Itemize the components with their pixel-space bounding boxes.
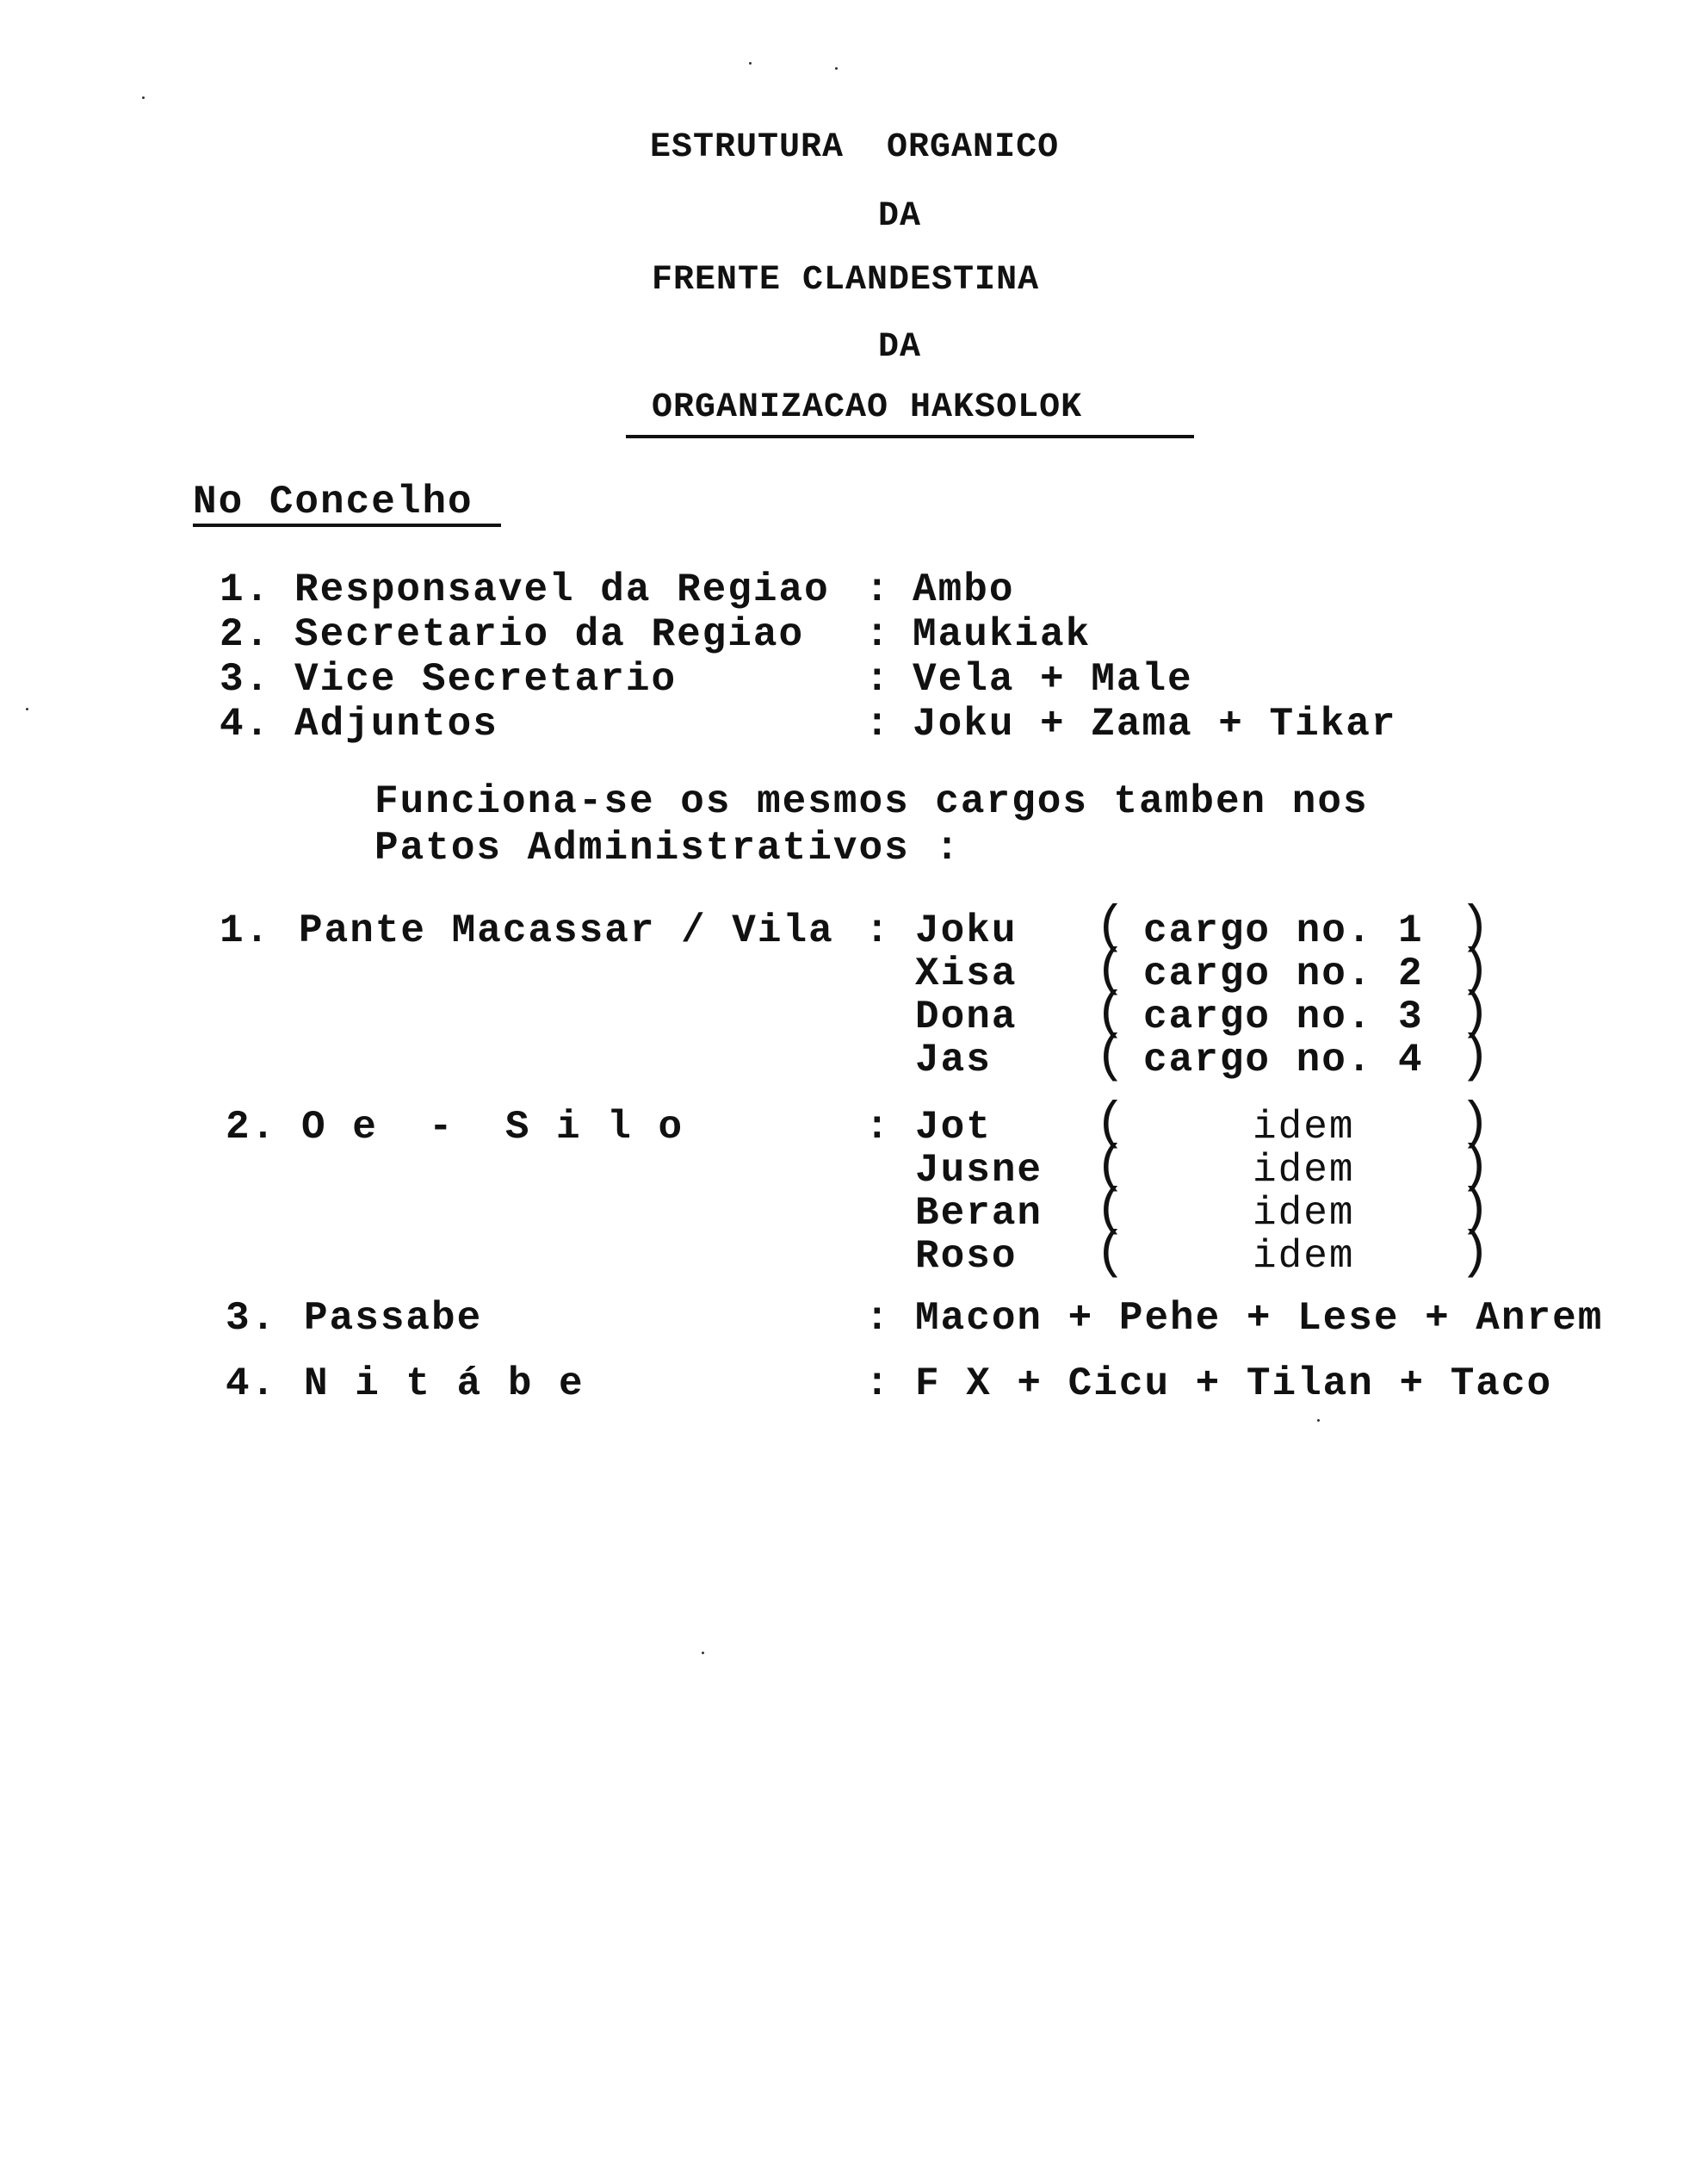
title-line-5: ORGANIZACAO HAKSOLOK — [652, 388, 1083, 427]
list-item-number: 4. — [220, 702, 271, 747]
member-role: cargo no. 2 — [1143, 952, 1424, 996]
member-name: Jot — [915, 1105, 992, 1150]
close-paren-glyph: ) — [1459, 942, 1491, 1001]
member-name: Jas — [915, 1038, 992, 1082]
list-item-colon: : — [865, 657, 891, 702]
list-item-role: Responsavel da Regiao — [294, 567, 830, 612]
member-role: cargo no. 4 — [1143, 1038, 1424, 1082]
posto-colon: : — [865, 1105, 891, 1150]
title-line-2: DA — [878, 197, 922, 236]
list-item-names: Maukiak — [913, 612, 1092, 657]
list-item-number: 1. — [220, 567, 271, 612]
list-item-colon: : — [865, 567, 891, 612]
list-item-names: Ambo — [913, 567, 1015, 612]
posto-colon: : — [865, 1361, 891, 1406]
posto-place: Pante Macassar / Vila — [299, 908, 834, 953]
list-item-role: Secretario da Regiao — [294, 612, 805, 657]
close-paren-glyph: ) — [1459, 1138, 1491, 1197]
scan-speck — [702, 1652, 704, 1654]
scan-speck — [26, 708, 28, 710]
posto-place: N i t á b e — [304, 1361, 585, 1406]
title-line-3: FRENTE CLANDESTINA — [652, 261, 1040, 300]
note-line-2: Patos Administrativos : — [374, 826, 961, 871]
close-paren-glyph: ) — [1459, 899, 1491, 958]
posto-colon: : — [865, 908, 891, 953]
member-role: idem — [1253, 1191, 1355, 1236]
close-paren-glyph: ) — [1459, 1224, 1491, 1283]
scan-speck — [142, 96, 145, 99]
posto-colon: : — [865, 1296, 891, 1341]
posto-place: O e - S i l o — [301, 1105, 684, 1150]
scan-speck — [835, 67, 838, 70]
list-item-colon: : — [865, 612, 891, 657]
posto-number: 3. — [226, 1296, 277, 1341]
list-item-colon: : — [865, 702, 891, 747]
list-item-number: 2. — [220, 612, 271, 657]
member-role: cargo no. 1 — [1143, 908, 1424, 953]
title-underline — [626, 435, 1194, 438]
open-paren-glyph: ( — [1095, 1028, 1127, 1087]
list-item-names: Joku + Zama + Tikar — [913, 702, 1397, 747]
list-item-role: Adjuntos — [294, 702, 498, 747]
open-paren-glyph: ( — [1095, 942, 1127, 1001]
posto-names: F X + Cicu + Tilan + Taco — [915, 1361, 1553, 1406]
posto-names: Macon + Pehe + Lese + Anrem — [915, 1296, 1604, 1341]
section-heading: No Concelho — [193, 480, 473, 524]
member-role: idem — [1253, 1234, 1355, 1279]
open-paren-glyph: ( — [1095, 1224, 1127, 1283]
note-line-1: Funciona-se os mesmos cargos tamben nos — [374, 779, 1369, 824]
open-paren-glyph: ( — [1095, 899, 1127, 958]
posto-place: Passabe — [304, 1296, 483, 1341]
scan-speck — [1317, 1419, 1320, 1422]
close-paren-glyph: ) — [1459, 1028, 1491, 1087]
title-line-1: ESTRUTURA ORGANICO — [650, 128, 1060, 167]
member-role: idem — [1253, 1105, 1355, 1150]
open-paren-glyph: ( — [1095, 985, 1127, 1044]
open-paren-glyph: ( — [1095, 1138, 1127, 1197]
member-name: Jusne — [915, 1148, 1043, 1193]
member-name: Joku — [915, 908, 1018, 953]
open-paren-glyph: ( — [1095, 1095, 1127, 1154]
scan-speck — [749, 62, 752, 65]
member-name: Xisa — [915, 952, 1018, 996]
list-item-role: Vice Secretario — [294, 657, 678, 702]
posto-number: 1. — [220, 908, 271, 953]
member-name: Roso — [915, 1234, 1018, 1279]
title-line-4: DA — [878, 328, 922, 367]
member-role: cargo no. 3 — [1143, 995, 1424, 1039]
member-name: Dona — [915, 995, 1018, 1039]
close-paren-glyph: ) — [1459, 1095, 1491, 1154]
member-name: Beran — [915, 1191, 1043, 1236]
close-paren-glyph: ) — [1459, 1181, 1491, 1240]
member-role: idem — [1253, 1148, 1355, 1193]
posto-number: 4. — [226, 1361, 277, 1406]
open-paren-glyph: ( — [1095, 1181, 1127, 1240]
section-heading-underline — [193, 524, 501, 527]
list-item-number: 3. — [220, 657, 271, 702]
posto-number: 2. — [226, 1105, 277, 1150]
close-paren-glyph: ) — [1459, 985, 1491, 1044]
list-item-names: Vela + Male — [913, 657, 1193, 702]
